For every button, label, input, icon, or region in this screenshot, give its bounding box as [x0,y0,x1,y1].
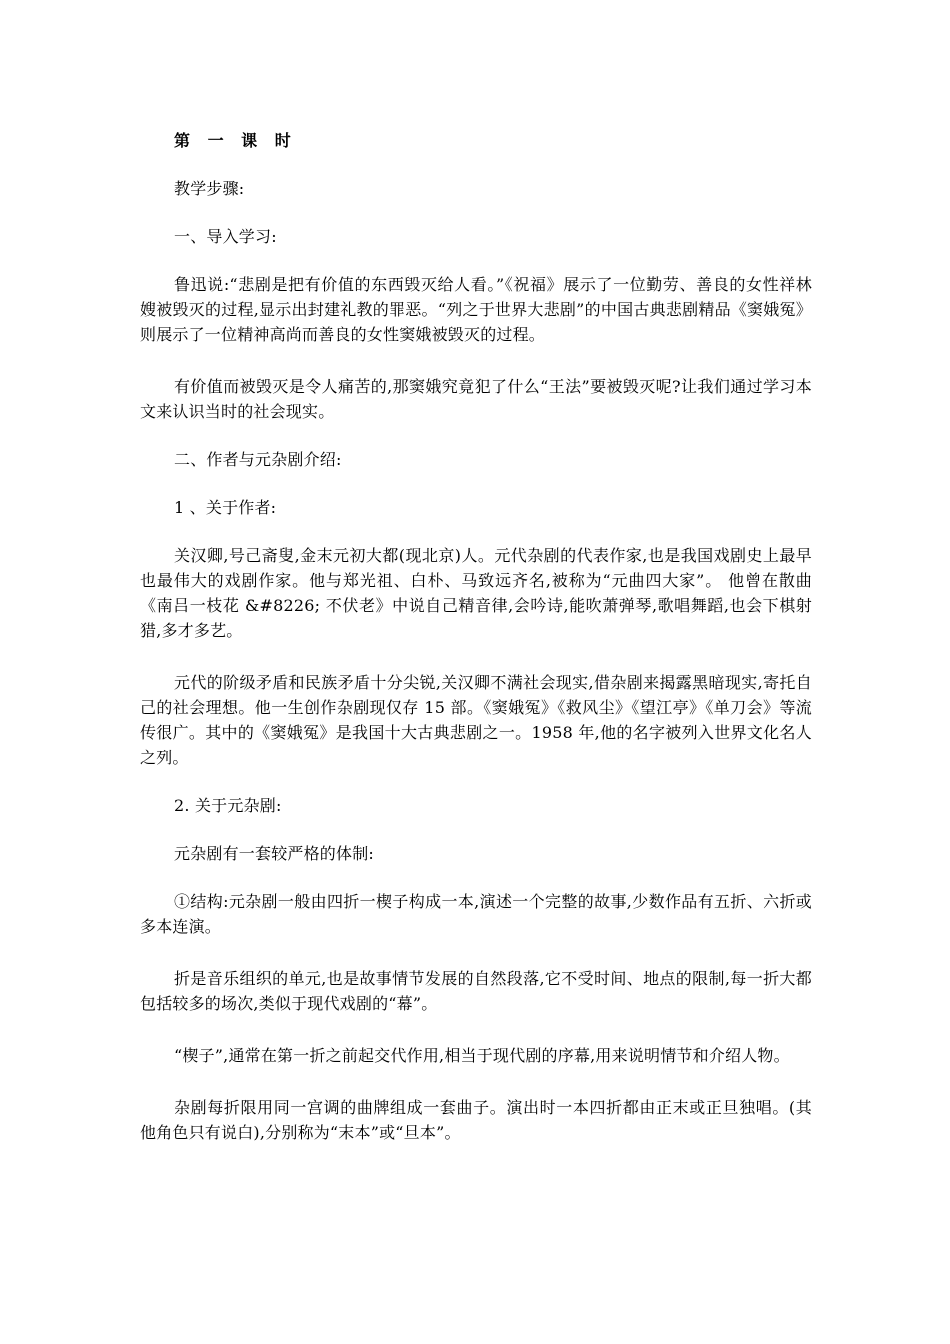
zaju-paragraph-4: “楔子”,通常在第一折之前起交代作用,相当于现代剧的序幕,用来说明情节和介绍人物。 [174,1046,790,1065]
intro-paragraph-1: 鲁迅说:“悲剧是把有价值的东西毁灭给人看。”《祝福》展示了一位勤劳、善良的女性祥林嫂被毁灭的过程,显示出封建礼教的罪恶。“列之于世界大悲剧”的中国古典悲剧精品《窦娥冤》则展示了一位精神高尚而善良的女性窦娥被毁灭的过程。 [140,275,812,344]
lesson-heading: 第 一 课 时 [174,131,297,150]
author-paragraph-2: 元代的阶级矛盾和民族矛盾十分尖锐,关汉卿不满社会现实,借杂剧来揭露黑暗现实,寄托自己的社会理想。他一生创作杂剧现仅存 15 部。《窦娥冤》《救风尘》《望江亭》《单刀会》等流传很广。其中的《窦娥冤》是我国十大古典悲剧之一。1958 年,他的名字被列入世界文化名人之列。 [140,673,812,767]
subsection-1-title: 1 、关于作者: [174,498,277,517]
zaju-paragraph-2: ①结构:元杂剧一般由四折一楔子构成一本,演述一个完整的故事,少数作品有五折、六折或多本连演。 [140,892,812,936]
section-2-title: 二、作者与元杂剧介绍: [174,450,342,469]
steps-label: 教学步骤: [174,179,245,198]
author-paragraph-1: 关汉卿,号己斋叟,金末元初大都(现北京)人。元代杂剧的代表作家,也是我国戏剧史上最早也最伟大的戏剧作家。他与郑光祖、白朴、马致远齐名,被称为“元曲四大家”。 他曾在散曲《南吕一枝花 &#8226; 不伏老》中说自己精音律,会吟诗,能吹萧弹琴,歌唱舞蹈,也会下棋射猎,多才多艺。 [140,546,812,640]
zaju-paragraph-1: 元杂剧有一套较严格的体制: [174,844,374,863]
document-body [140,128,812,1145]
intro-paragraph-2: 有价值而被毁灭是令人痛苦的,那窦娥究竟犯了什么“王法”要被毁灭呢?让我们通过学习本文来认识当时的社会现实。 [140,377,812,421]
zaju-paragraph-3: 折是音乐组织的单元,也是故事情节发展的自然段落,它不受时间、地点的限制,每一折大都包括较多的场次,类似于现代戏剧的“幕”。 [140,969,812,1013]
subsection-2-title: 2. 关于元杂剧: [174,796,282,815]
section-1-title: 一、导入学习: [174,227,277,246]
zaju-paragraph-5: 杂剧每折限用同一宫调的曲牌组成一套曲子。演出时一本四折都由正末或正旦独唱。(其他角色只有说白),分别称为“末本”或“旦本”。 [140,1098,812,1142]
